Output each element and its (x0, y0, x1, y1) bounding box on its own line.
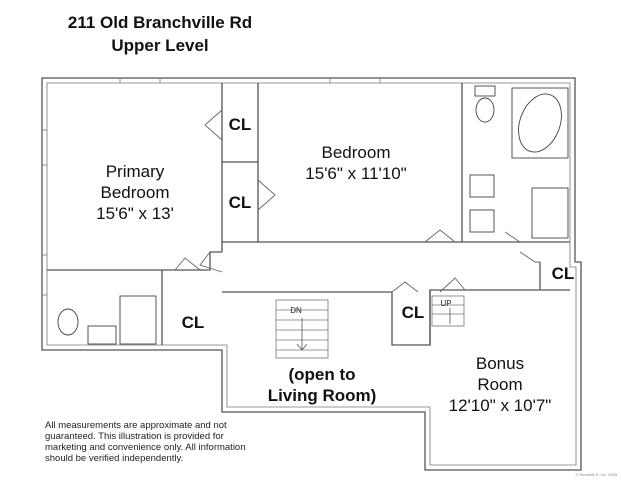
primary-bedroom-dims: 15'6" x 13' (96, 204, 174, 223)
sink-icon (470, 175, 494, 197)
stairs-down-label: DN (290, 306, 302, 315)
disclaimer-line: All measurements are approximate and not (45, 420, 227, 431)
closet-label: CL (181, 313, 205, 332)
primary-bedroom-line1: Primary (105, 162, 165, 181)
stairs-up (432, 296, 464, 326)
primary-bedroom-line2: Bedroom (100, 183, 170, 202)
shower-icon (120, 296, 156, 344)
plan-address: 211 Old Branchville Rd (67, 13, 253, 32)
bonus-room-line2: Room (477, 375, 523, 394)
plan-level: Upper Level (111, 36, 209, 55)
disclaimer-line: should be verified independently. (45, 453, 184, 464)
closet-label: CL (228, 115, 252, 134)
open-area-line1: (open to (288, 365, 356, 384)
closet-label: CL (401, 303, 425, 322)
credit: © SmartMLS, Inc. 2025 (575, 472, 617, 477)
toilet-icon (58, 309, 78, 335)
room-primary-bedroom (96, 162, 174, 223)
stairs-down (276, 300, 328, 358)
shower-icon (532, 188, 568, 238)
disclaimer-line: marketing and convenience only. All information (45, 442, 246, 453)
disclaimer (45, 420, 246, 464)
sink-icon (88, 326, 116, 344)
closet-label: CL (228, 193, 252, 212)
closet-label: CL (551, 264, 575, 283)
room-bedroom (305, 143, 406, 183)
upper-bath-fixtures (470, 86, 569, 238)
bonus-room-dims: 12'10" x 10'7" (448, 396, 552, 415)
primary-bath-fixtures (58, 296, 156, 344)
toilet-icon (476, 98, 494, 122)
bonus-room-line1: Bonus (475, 354, 525, 373)
open-area (268, 365, 377, 405)
disclaimer-line: guaranteed. This illustration is provided for (45, 431, 224, 442)
stairs-up-label: UP (440, 299, 452, 308)
bedroom-dims: 15'6" x 11'10" (305, 164, 407, 183)
open-area-line2: Living Room) (267, 386, 377, 405)
sink-icon (470, 210, 494, 232)
bedroom-name: Bedroom (321, 143, 391, 162)
room-bonus (449, 354, 552, 415)
